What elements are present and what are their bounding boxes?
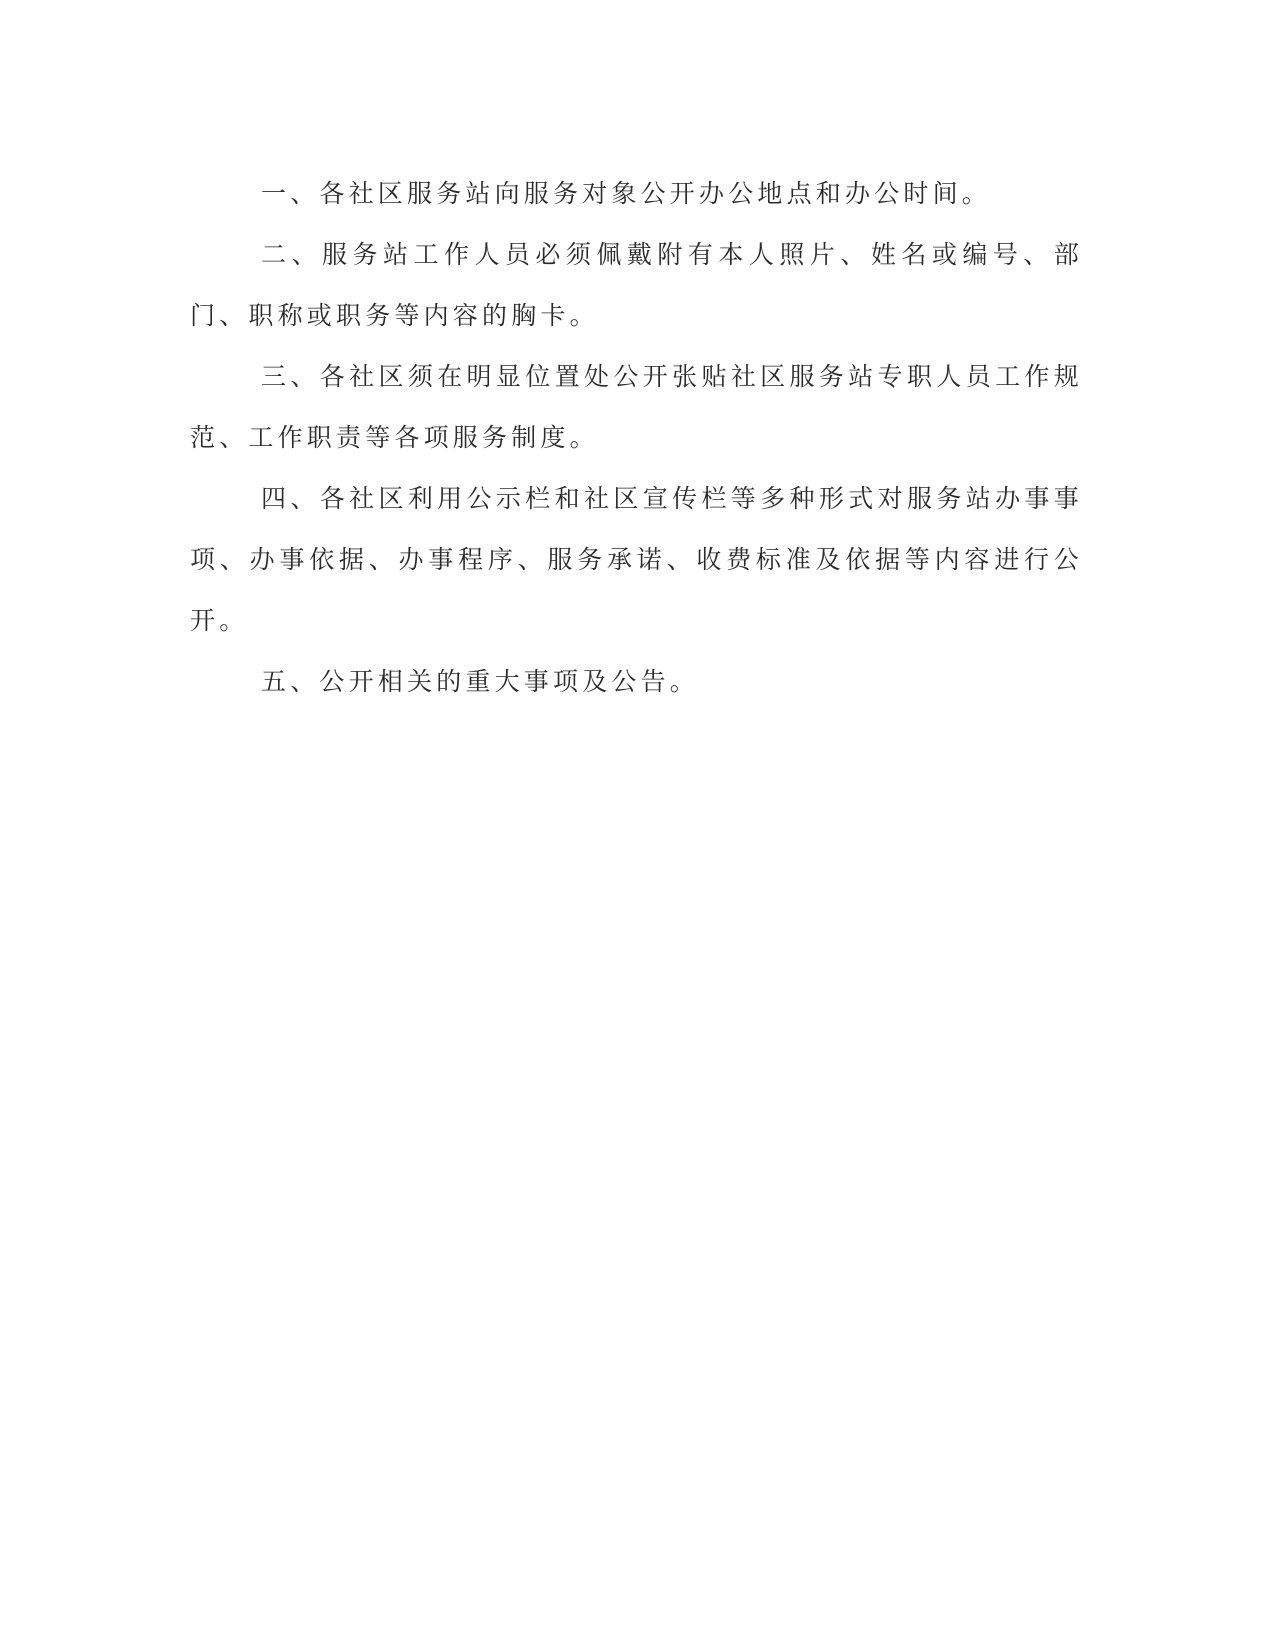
paragraph-5: 五、公开相关的重大事项及公告。 [261,667,700,696]
document-body [190,163,1083,712]
paragraph-2: 二、服务站工作人员必须佩戴附有本人照片、姓名或编号、部门、职称或职务等内容的胸卡。 [190,240,1083,330]
paragraph-1: 一、各社区服务站向服务对象公开办公地点和办公时间。 [261,179,992,208]
paragraph-4: 四、各社区利用公示栏和社区宣传栏等多种形式对服务站办事事项、办事依据、办事程序、服务承诺、收费标准及依据等内容进行公开。 [190,484,1083,635]
paragraph-3: 三、各社区须在明显位置处公开张贴社区服务站专职人员工作规范、工作职责等各项服务制度。 [190,362,1083,452]
